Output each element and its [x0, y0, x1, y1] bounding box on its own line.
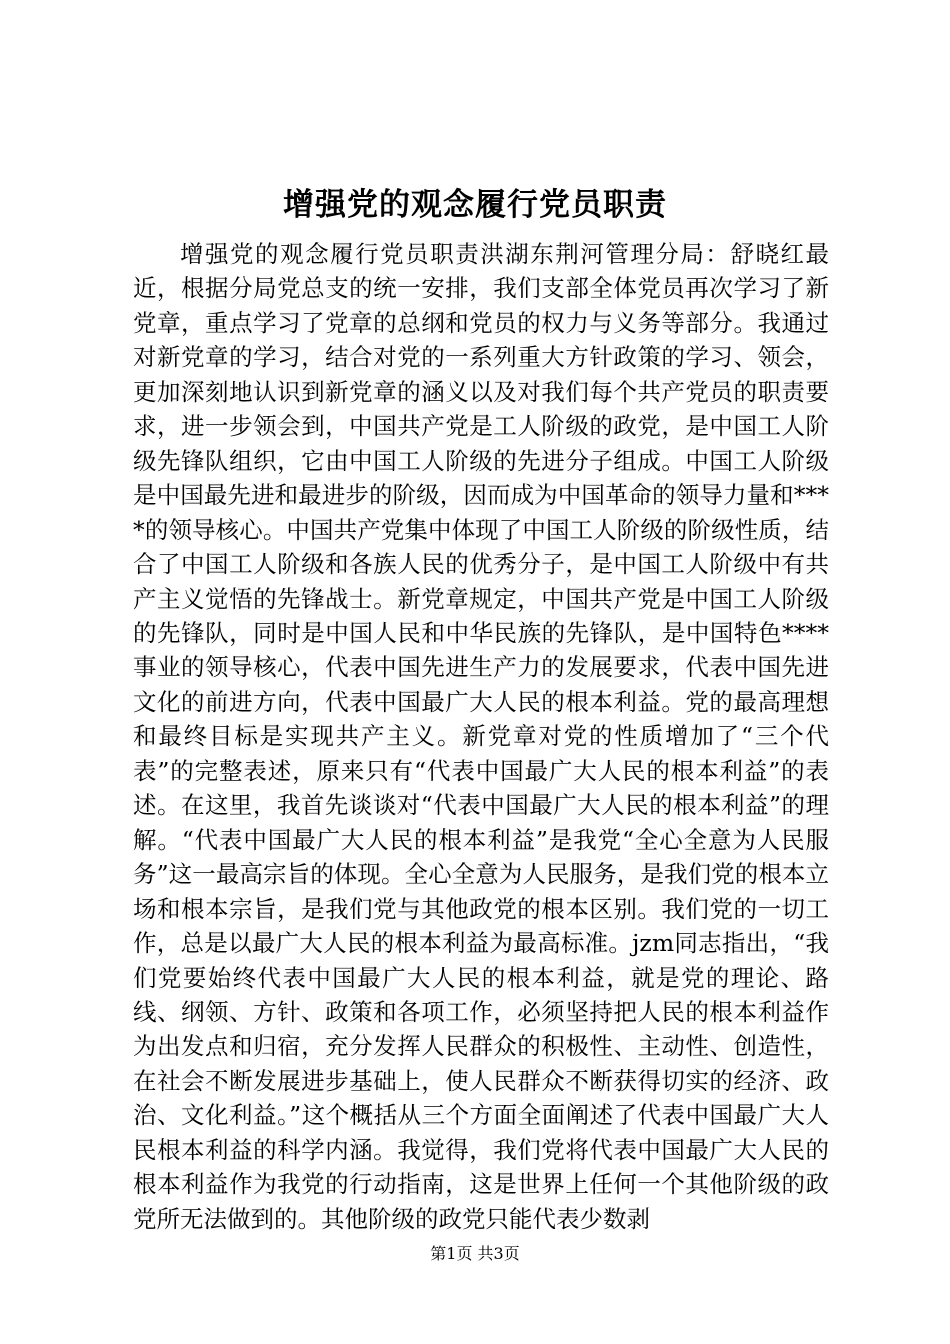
body-paragraph: 增强党的观念履行党员职责洪湖东荆河管理分局：舒晓红最近，根据分局党总支的统一安排，我们支部全体党员再次学习了新党章，重点学习了党章的总纲和党员的权力与义务等部分。我通过对新党章的学习，结合对党的一系列重大方针政策的学习、领会，更加深刻地认识到新党章的涵义以及对我们每个共产党员的职责要求，进一步领会到，中国共产党是工人阶级的政党，是中国工人阶级先锋队组织，它由中国工人阶级的先进分子组成。中国工人阶级是中国最先进和最进步的阶级，因而成为中国革命的领导力量和****的领导核心。中国共产党集中体现了中国工人阶级的阶级性质，结合了中国工人阶级和各族人民的优秀分子，是中国工人阶级中有共产主义觉悟的先锋战士。新党章规定，中国共产党是中国工人阶级的先锋队，同时是中国人民和中华民族的先锋队，是中国特色****事业的领导核心，代表中国先进生产力的发展要求，代表中国先进文化的前进方向，代表中国最广大人民的根本利益。党的最高理想和最终目标是实现共产主义。新党章对党的性质增加了“三个代表”的完整表述，原来只有“代表中国最广大人民的根本利益”的表述。在这里，我首先谈谈对“代表中国最广大人民的根本利益”的理解。“代表中国最广大人民的根本利益”是我党“全心全意为人民服务”这一最高宗旨的体现。全心全意为人民服务，是我们党的根本立场和根本宗旨，是我们党与其他政党的根本区别。我们党的一切工作，总是以最广大人民的根本利益为最高标准。jzm同志指出，“我们党要始终代表中国最广大人民的根本利益，就是党的理论、路线、纲领、方针、政策和各项工作，必须坚持把人民的根本利益作为出发点和归宿，充分发挥人民群众的积极性、主动性、创造性，在社会不断发展进步基础上，使人民群众不断获得切实的经济、政治、文化利益。”这个概括从三个方面全面阐述了代表中国最广大人民根本利益的科学内涵。我觉得，我们党将代表中国最广大人民的根本利益作为我党的行动指南，这是世界上任何一个其他阶级的政党所无法做到的。其他阶级的政党只能代表少数剥: [133, 240, 829, 1233]
document-title: 增强党的观念履行党员职责: [283, 187, 667, 223]
page-number-footer: 第1页 共3页: [430, 1244, 520, 1263]
